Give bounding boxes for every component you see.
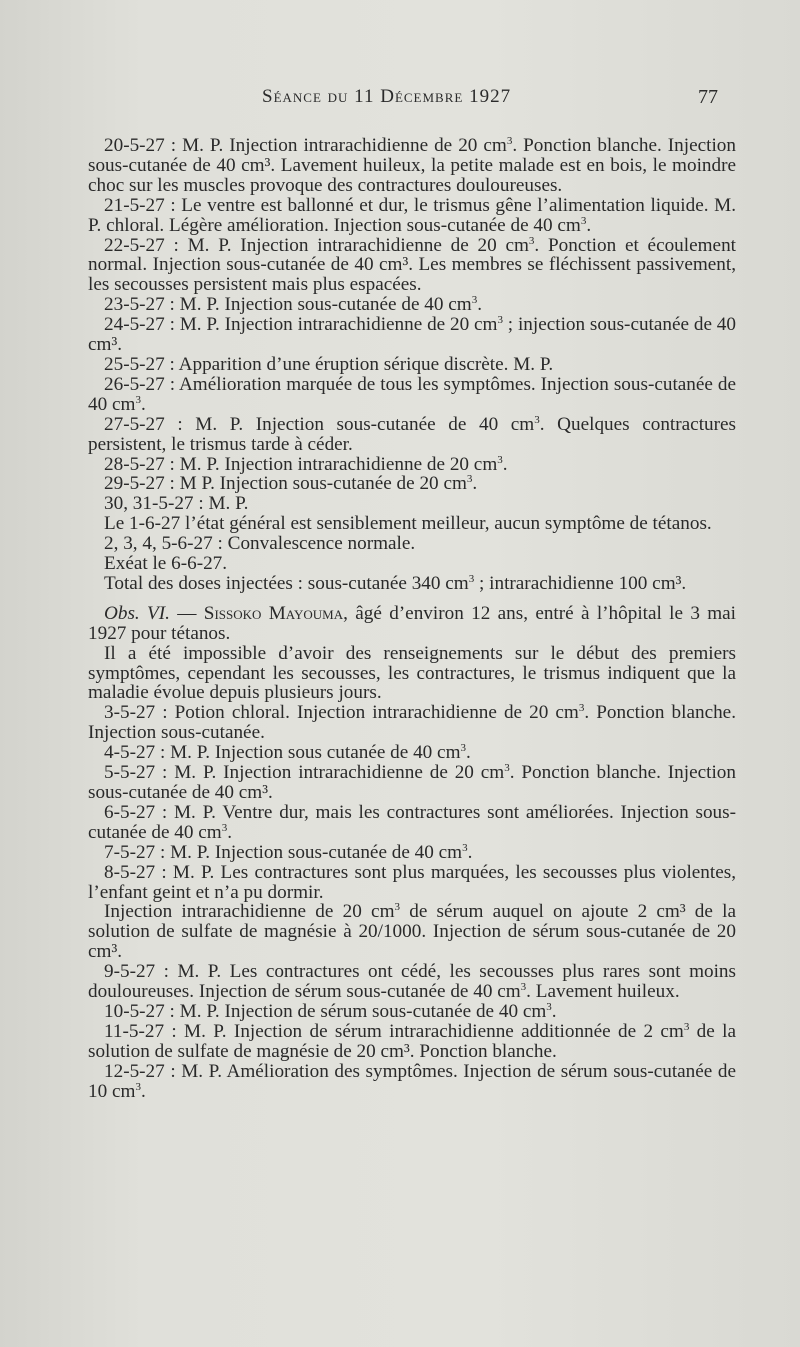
superscript: 3 xyxy=(221,821,228,834)
superscript: 3 xyxy=(466,473,473,486)
paragraph-text: 28-5-27 : M. P. Injection intrarachidienne de 20 cm xyxy=(104,453,498,475)
paragraph xyxy=(88,355,736,375)
patient-name: Sissoko Mayouma xyxy=(203,602,344,624)
superscript: 3 xyxy=(135,393,141,406)
observation-dash: — xyxy=(169,602,204,624)
superscript: 3 xyxy=(683,1020,690,1033)
paragraph xyxy=(88,534,736,554)
observation-heading xyxy=(88,604,736,644)
paragraph-text-continued: . xyxy=(467,841,473,863)
observation-label: Obs. VI. xyxy=(104,602,170,624)
superscript: 3 xyxy=(497,314,503,327)
paragraph xyxy=(88,703,736,743)
paragraph-text: 3-5-27 : Potion chloral. Injection intrarachidienne de 20 cm xyxy=(104,702,579,724)
paragraph-text-continued: . xyxy=(477,294,482,316)
paragraph-text: 5-5-27 : M. P. Injection intrarachidienne de 20 cm xyxy=(104,762,505,784)
treatment-log-part-1 xyxy=(88,136,736,594)
paragraph-text: 8-5-27 : M. P. Les contractures sont plus marquées, les secousses plus violentes, l’enfant geint et n’a pu dormir. xyxy=(88,861,736,903)
observation-intro: , âgé d’environ 12 ans, entré à l’hôpital le 3 mai 1927 pour tétanos. xyxy=(88,602,737,644)
paragraph-text-continued: . Ponction blanche. Injection sous-cutanée de 40 cm³. Lavement huileux, la petite malade est en bois, le moindre choc sur les muscles provoque des contractures douloureuses. xyxy=(88,135,736,196)
paragraph-text: 7-5-27 : M. P. Injection sous-cutanée de 40 cm xyxy=(104,841,463,863)
paragraph xyxy=(88,554,736,574)
paragraph-text-continued: de la solution de sulfate de magnésie de 20 cm³. Ponction blanche. xyxy=(88,1020,736,1062)
paragraph xyxy=(88,196,736,236)
paragraph-text: 22-5-27 : M. P. Injection intrarachidienne de 20 cm xyxy=(104,234,529,256)
paragraph-text: Injection intrarachidienne de 20 cm xyxy=(104,901,395,923)
paragraph-text-continued: . xyxy=(551,1000,557,1022)
paragraph-text: 10-5-27 : M. P. Injection de sérum sous-cutanée de 40 cm xyxy=(104,1000,547,1022)
paragraph xyxy=(88,962,736,1002)
paragraph-text: 25-5-27 : Apparition d’une éruption sérique discrète. M. P. xyxy=(104,353,554,375)
paragraph-text-continued: . Ponction blanche. Injection sous-cutanée de 40 cm³. xyxy=(88,762,736,803)
paragraph-text: Total des doses injectées : sous-cutanée 340 cm xyxy=(104,572,469,594)
paragraph-text: 26-5-27 : Amélioration marquée de tous les symptômes. Injection sous-cutanée de 40 cm xyxy=(88,373,736,415)
superscript: 3 xyxy=(497,453,503,466)
superscript: 3 xyxy=(462,841,468,854)
superscript: 3 xyxy=(534,413,540,426)
superscript: 3 xyxy=(520,981,527,994)
paragraph-text: Exéat le 6-6-27. xyxy=(104,553,228,575)
paragraph-text-continued: de sérum auquel on ajoute 2 cm³ de la solution de sulfate de magnésie à 20/1000. Injection de sérum sous-cutanée de 20 cm³. xyxy=(88,901,736,963)
paragraph xyxy=(88,1002,736,1022)
paragraph-text: 23-5-27 : M. P. Injection sous-cutanée de 40 cm xyxy=(104,294,472,316)
superscript: 3 xyxy=(528,234,535,247)
body-text xyxy=(88,136,736,1102)
superscript: 3 xyxy=(468,572,475,585)
superscript: 3 xyxy=(546,1000,552,1013)
paragraph xyxy=(88,1022,736,1062)
paragraph xyxy=(88,743,736,763)
paragraph-text-continued: . xyxy=(227,821,233,843)
paragraph xyxy=(88,375,736,415)
paragraph-text: 4-5-27 : M. P. Injection sous cutanée de 40 cm xyxy=(104,742,461,764)
paragraph-text-continued: . xyxy=(586,214,592,236)
paragraph-text-continued: . xyxy=(472,473,478,495)
paragraph-text: 27-5-27 : M. P. Injection sous-cutanée de 40 cm xyxy=(104,413,535,435)
paragraph-text: 24-5-27 : M. P. Injection intrarachidienne de 20 cm xyxy=(104,314,498,336)
paragraph-text: 9-5-27 : M. P. Les contractures ont cédé, les secousses plus rares sont moins douloureuses. Injection de sérum sous-cutanée de 40 cm xyxy=(88,961,736,1003)
paragraph xyxy=(88,644,736,704)
paragraph-text: 2, 3, 4, 5-6-27 : Convalescence normale. xyxy=(104,533,416,555)
paragraph-text-continued: . Quelques contractures persistent, le trismus tarde à céder. xyxy=(88,413,736,455)
paragraph-text: 21-5-27 : Le ventre est ballonné et dur, le trismus gêne l’alimentation liquide. M. P. chloral. Légère amélioration. Injection sous-cutanée de 40 cm xyxy=(88,194,736,236)
paragraph xyxy=(88,803,736,843)
paragraph xyxy=(88,136,736,196)
paragraph xyxy=(88,455,736,475)
paragraph xyxy=(88,315,736,355)
superscript: 3 xyxy=(135,1080,141,1093)
paragraph xyxy=(88,843,736,863)
paragraph-text-continued: . xyxy=(502,453,508,475)
superscript: 3 xyxy=(506,135,513,147)
paragraph-text-continued: . xyxy=(466,742,471,764)
paragraph-text-continued: . Ponction blanche. Injection sous-cutanée. xyxy=(88,702,736,744)
paragraph-text: 20-5-27 : M. P. Injection intrarachidienne de 20 cm xyxy=(104,135,507,156)
superscript: 3 xyxy=(580,214,587,227)
superscript: 3 xyxy=(578,702,585,715)
paragraph xyxy=(88,574,736,594)
superscript: 3 xyxy=(471,294,478,307)
paragraph-text: Il a été impossible d’avoir des renseignements sur le début des premiers symptômes, cependant les secousses, les contractures, le trismus indiquent que la maladie évolue depuis plusieurs jours. xyxy=(88,642,736,704)
running-header: Séance du 11 Décembre 1927 xyxy=(262,86,512,107)
paragraph-text-continued: . xyxy=(140,1080,146,1102)
paragraph-text: Le 1-6-27 l’état général est sensiblement meilleur, aucun symptôme de tétanos. xyxy=(104,513,712,535)
paragraph-text-continued: . Lavement huileux. xyxy=(526,981,680,1003)
paragraph xyxy=(88,1062,736,1102)
paragraph xyxy=(88,863,736,903)
paragraph xyxy=(88,514,736,534)
paragraph-text-continued: ; injection sous-cutanée de 40 cm³. xyxy=(88,314,736,356)
paragraph-text-continued: . Ponction et écoulement normal. Injection sous-cutanée de 40 cm³. Les membres se fléchissent passivement, les secousses persistent mais plus espacées. xyxy=(88,234,736,296)
paragraph xyxy=(88,415,736,455)
paragraph-text: 6-5-27 : M. P. Ventre dur, mais les contractures sont améliorées. Injection sous-cutanée de 40 cm xyxy=(88,801,736,843)
paragraph xyxy=(88,494,736,514)
paragraph-text: 11-5-27 : M. P. Injection de sérum intrarachidienne additionnée de 2 cm xyxy=(104,1020,684,1042)
superscript: 3 xyxy=(504,762,510,775)
paragraph-text: 30, 31-5-27 : M. P. xyxy=(104,493,249,515)
paragraph xyxy=(88,236,736,296)
superscript: 3 xyxy=(394,901,400,914)
treatment-log-part-2 xyxy=(88,644,736,1102)
paragraph-text-continued: ; intrarachidienne 100 cm³. xyxy=(474,572,687,594)
paragraph-text: 29-5-27 : M P. Injection sous-cutanée de 20 cm xyxy=(104,473,467,495)
paragraph xyxy=(88,295,736,315)
page-number: 77 xyxy=(698,86,718,108)
paragraph-text-continued: . xyxy=(140,393,146,415)
paragraph-text: 12-5-27 : M. P. Amélioration des symptômes. Injection de sérum sous-cutanée de 10 cm xyxy=(88,1060,736,1102)
superscript: 3 xyxy=(460,742,466,755)
paragraph xyxy=(88,902,736,962)
paragraph xyxy=(88,474,736,494)
paragraph xyxy=(88,763,736,803)
